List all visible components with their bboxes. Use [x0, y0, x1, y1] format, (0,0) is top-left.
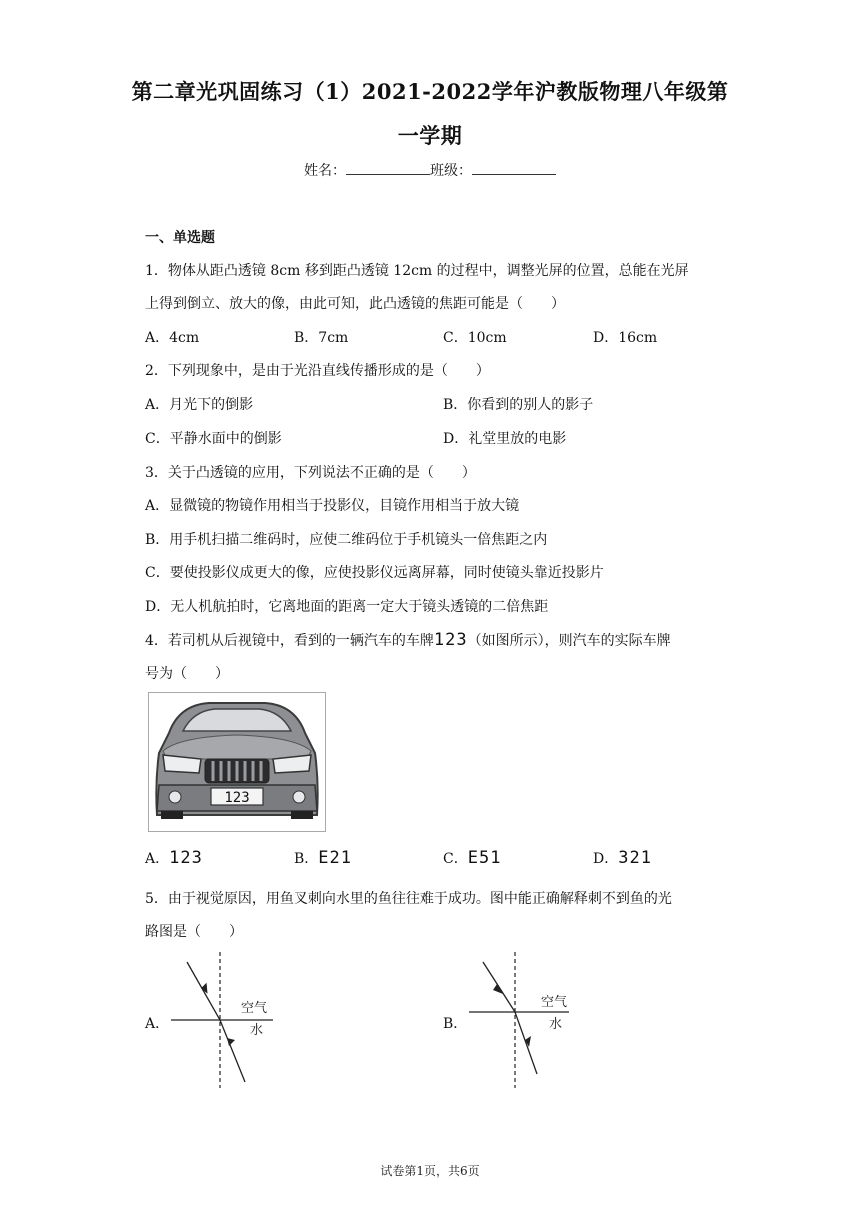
q4-option-b-letter: B． — [294, 851, 319, 867]
q4-stem-after: （如图所示），则汽车的实际车牌 — [467, 633, 671, 649]
q3-option-b[interactable]: B．用手机扫描二维码时，应使二维码位于手机镜头一倍焦距之内 — [145, 532, 548, 548]
arrow-icon — [525, 1036, 531, 1047]
q4-option-d-plate: 321 — [618, 848, 652, 868]
air-label: 空气 — [541, 995, 568, 1010]
q4-stem-plate: 123 — [433, 630, 468, 650]
incident-ray — [515, 1012, 537, 1074]
q3-option-c[interactable]: C．要使投影仪成更大的像，应使投影仪远离屏幕，同时使镜头靠近投影片 — [145, 565, 604, 581]
incident-ray — [187, 962, 220, 1020]
q4-option-c[interactable] — [443, 848, 501, 868]
arrow-icon — [227, 1038, 235, 1046]
q1-stem-line2: 上得到倒立、放大的像，由此可知，此凸透镜的焦距可能是（ ） — [145, 296, 565, 312]
q5-option-b-label[interactable]: B． — [443, 1016, 468, 1032]
q4-option-a-letter: A． — [145, 851, 170, 867]
page-title-line1: 第二章光巩固练习（1）2021-2022学年沪教版物理八年级第 — [131, 79, 729, 104]
water-label: 水 — [549, 1017, 563, 1032]
air-label: 空气 — [241, 1001, 268, 1016]
name-blank[interactable] — [346, 162, 430, 175]
q3-option-d[interactable]: D．无人机航拍时，它离地面的距离一定大于镜头透镜的二倍焦距 — [145, 599, 549, 615]
q2-stem: 2．下列现象中，是由于光沿直线传播形成的是（ ） — [145, 363, 490, 379]
q4-option-c-plate: E51 — [467, 848, 502, 868]
water-label: 水 — [250, 1023, 264, 1038]
q5-diagram-a — [165, 950, 285, 1090]
name-label: 姓名： — [304, 163, 346, 179]
q3-stem: 3．关于凸透镜的应用，下列说法不正确的是（ ） — [145, 465, 476, 481]
q4-stem-line2: 号为（ ） — [145, 666, 229, 682]
refracted-ray — [220, 1020, 245, 1082]
section-heading: 一、单选题 — [145, 230, 215, 246]
q1-stem-line1: 1．物体从距凸透镜 8cm 移到距凸透镜 12cm 的过程中，调整光屏的位置，总能在光屏 — [145, 263, 689, 279]
class-blank[interactable] — [472, 162, 556, 175]
q4-option-d[interactable] — [593, 848, 652, 868]
q1-option-d[interactable]: D．16cm — [593, 330, 658, 346]
car-front-image — [148, 692, 326, 832]
q2-option-d[interactable]: D．礼堂里放的电影 — [443, 431, 567, 447]
car-plate-text: 123 — [224, 790, 250, 806]
q4-option-d-letter: D． — [593, 851, 619, 867]
q4-option-a[interactable] — [145, 848, 203, 868]
class-label: 班级： — [430, 163, 472, 179]
q4-stem-before: 4．若司机从后视镜中，看到的一辆汽车的车牌 — [145, 633, 434, 649]
q1-option-c[interactable]: C．10cm — [443, 330, 507, 346]
q5-stem-line2: 路图是（ ） — [145, 924, 243, 940]
q4-option-b-plate: E21 — [318, 848, 353, 868]
q3-option-a[interactable]: A．显微镜的物镜作用相当于投影仪，目镜作用相当于放大镜 — [145, 498, 520, 514]
q5-option-a-label[interactable]: A． — [145, 1016, 170, 1032]
q4-option-b[interactable] — [294, 848, 352, 868]
q5-diagram-b — [465, 950, 585, 1090]
q5-stem-line1: 5．由于视觉原因，用鱼叉刺向水里的鱼往往难于成功。图中能正确解释刺不到鱼的光 — [145, 891, 672, 907]
q2-option-c[interactable]: C．平静水面中的倒影 — [145, 431, 282, 447]
q4-stem-line1 — [145, 630, 671, 650]
page-footer: 试卷第1页，共6页 — [380, 1164, 480, 1178]
q4-option-a-plate: 123 — [169, 848, 203, 868]
q4-option-c-letter: C． — [443, 851, 468, 867]
page-title-line2: 一学期 — [397, 123, 463, 148]
q1-option-b[interactable]: B．7cm — [294, 330, 349, 346]
refracted-ray — [483, 962, 515, 1012]
q2-option-b[interactable]: B．你看到的别人的影子 — [443, 397, 594, 413]
student-info-line — [0, 160, 860, 180]
q2-option-a[interactable]: A．月光下的倒影 — [145, 397, 254, 413]
q1-option-a[interactable]: A．4cm — [145, 330, 200, 346]
